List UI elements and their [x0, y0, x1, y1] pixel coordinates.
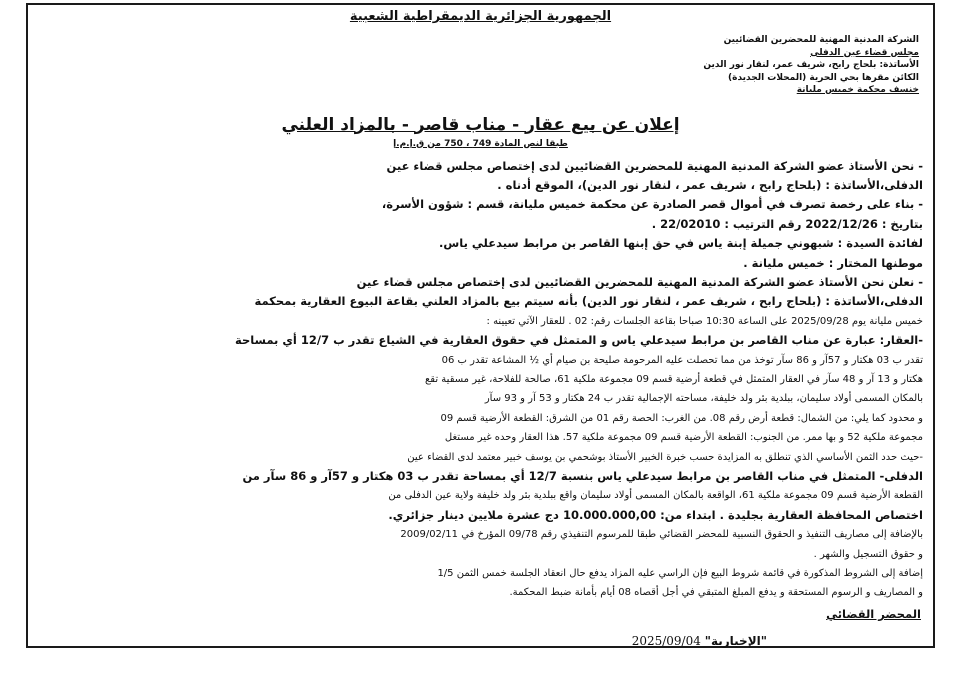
announcement-title: إعلان عن بيع عقار - مناب قاصر - بالمزاد العلني	[281, 114, 680, 135]
body-line-16: -حيث حدد الثمن الأساسي الذي تنطلق به المزايدة حسب خبرة الخبير الأستاذ بوشحمي بن يوسف خبير معتمد لدى القضاء عين	[407, 451, 923, 463]
bailiff-signature-label: المحضر القضائي	[826, 606, 921, 621]
body-line-13: بالمكان المسمى أولاد سليمان، ببلدية بئر ولد خليفة، مساحته الإجمالية تقدر ب 24 هكتار و 53 آر و 93 سآر	[484, 393, 923, 405]
publication-footer	[632, 634, 767, 648]
newspaper-name: "الإخبارية"	[704, 634, 767, 648]
body-line-9: خميس مليانة يوم 2025/09/28 على الساعة 10:30 صباحا بقاعة الجلسات رقم: 02 . للعقار الآتي تعيينه :	[486, 315, 923, 327]
body-line-11: تقدر ب 03 هكتار و 57آر و 86 سآر توخذ من مما تحصلت عليه المرحومة صليحة بن صيام أي ½ المشاعة تقدر ب 06	[441, 354, 923, 366]
announcement-frame	[26, 3, 935, 648]
body-line-4: بتاريخ : 2022/12/26 رقم الترتيب : 22/02010 .	[651, 216, 923, 231]
body-line-8: الدفلى،الأساتذة : (بلحاج رابح ، شريف عمر ، لنقار نور الدين) بأنه سيتم بيع بالمزاد العلني بقاعة البيوع العقارية بمحكمة	[254, 294, 923, 309]
office-block	[32, 34, 919, 97]
office-line-2: مجلس قضاء عين الدفلى	[810, 47, 919, 58]
body-line-1: - نحن الأستاذ عضو الشركة المدنية المهنية للمحضرين القضائيين لدى إختصاص مجلس قضاء عين	[386, 158, 923, 173]
body-line-19: اختصاص المحافظة العقارية بجليدة . ابتداء من: 10.000.000,00 دج عشرة ملايين دينار جزائري.	[388, 507, 923, 522]
body-line-10: -العقار: عبارة عن مناب القاصر بن مرابط سيدعلي ياس و المتمثل في حقوق العقارية في الشياع تقدر ب 12/7 أي بمساحة	[235, 333, 923, 348]
republic-header: الجمهورية الجزائرية الديمقراطية الشعبية	[349, 9, 612, 24]
announcement-body	[32, 157, 929, 603]
announcement-document	[32, 7, 929, 644]
body-line-15: مجموعة ملكية 52 و بها ممر. من الجنوب: القطعة الأرضية قسم 09 مجموعة ملكية 57. هذا العقار وحده غير مستغل	[444, 432, 923, 444]
office-line-4: الكائن مقرها بحي الحرية (المحلات الجديدة)	[728, 72, 919, 83]
body-line-6: موطنها المختار : خميس مليانة .	[743, 255, 923, 270]
office-line-1: الشركة المدنية المهنية للمحضرين القضائيين	[723, 35, 919, 45]
body-line-7: - نعلن نحن الأستاذ عضو الشركة المدنية المهنية للمحضرين القضائيين لدى إختصاص مجلس قضاء عين	[356, 274, 923, 289]
body-line-22: إضافة إلى الشروط المذكورة في قائمة شروط البيع فإن الراسي عليه المزاد يدفع حال انعقاد الجلسة خمس الثمن 1/5	[437, 568, 923, 580]
body-line-17: الدفلى- المتمثل في مناب القاصر بن مرابط سيدعلي ياس بنسبة 12/7 أي بمساحة تقدر ب 03 هكتار و 57آر و 86 سآر من	[242, 469, 923, 483]
body-line-20: بالإضافة إلى مصاريف التنفيذ و الحقوق النسبية للمحضر القضائي طبقا للمرسوم التنفيذي رقم 09/78 المؤرخ في 2009/02/11	[400, 529, 923, 541]
body-line-3: - بناء على رخصة تصرف في أموال قصر الصادرة عن محكمة خميس مليانة، قسم : شؤون الأسرة،	[381, 197, 923, 212]
office-line-3: الأساتذة: بلحاج رابح، شريف عمر، لنقار نور الدين	[703, 60, 919, 70]
body-line-5: لفائدة السيدة : شبهوني جميلة إبنة ياس في حق إبنها القاصر بن مرابط سيدعلي ياس.	[439, 236, 923, 251]
body-line-23: و المصاريف و الرسوم المستحقة و يدفع المبلغ المتبقي في أجل أقصاه 08 أيام بأمانة ضبط المحكمة.	[509, 587, 923, 599]
body-line-21: و حقوق التسجيل والشهر .	[813, 548, 923, 560]
body-line-14: و محدود كما يلي: من الشمال: قطعة أرض رقم 08. من الغرب: الحصة رقم 01 من الشرق: القطعة الأرضية قسم 09	[440, 412, 923, 424]
body-line-12: هكتار و 13 آر و 48 سآر في العقار المتمثل في قطعة أرضية قسم 09 مجموعة ملكية 61، صالحة للفلاحة، غير مسقية تقع	[424, 373, 923, 385]
legal-reference: طبقا لنص المادة 749 ، 750 من ق.إ.م.إ	[393, 138, 568, 149]
body-line-2: الدفلى،الأساتذة : (بلحاج رابح ، شريف عمر ، لنقار نور الدين)، الموقع أدناه .	[497, 177, 923, 192]
office-line-5: خنسف محكمة خميس مليانة	[796, 85, 919, 95]
body-line-18: القطعة الأرضية قسم 09 مجموعة ملكية 61، الواقعة بالمكان المسمى أولاد سليمان واقع ببلدية بئر ولد خليفة ولاية عين الدفلى من	[388, 490, 923, 502]
publication-date: 2025/09/04	[631, 634, 701, 648]
